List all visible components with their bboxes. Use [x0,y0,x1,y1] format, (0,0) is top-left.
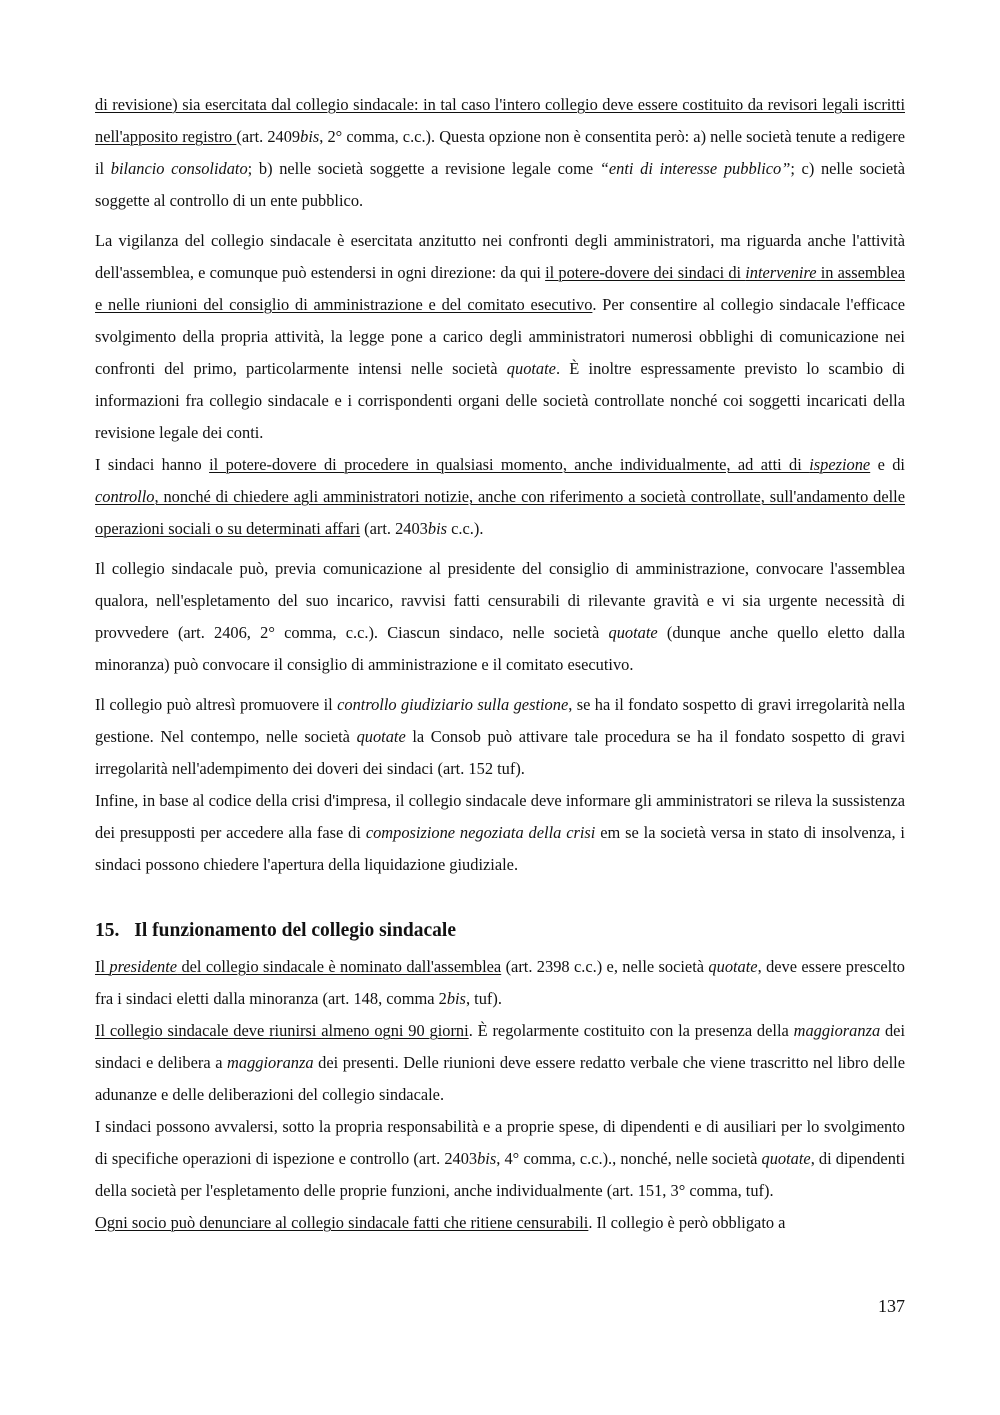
text-run: (art. 2398 c.c.) e, nelle società [501,957,709,976]
paragraph [95,785,905,881]
paragraph [95,89,905,217]
page-body [95,89,905,1239]
text-run: di revisione) sia esercitata dal collegio sindacale: in tal caso l'intero collegio deve essere costituito da revisori legali iscritti nell'apposito registro [95,95,905,146]
text-run: e di [870,455,905,474]
text-run: quotate [608,623,658,642]
text-run: I sindaci possono avvalersi, sotto la propria responsabilità e a proprie spese, di dipendenti e di ausiliari per lo svolgimento di specifiche operazioni di ispezione e controllo (art. 2403 [95,1117,905,1168]
paragraph [95,1015,905,1111]
text-run: composizione negoziata della crisi [365,823,596,842]
text-run: . È regolarmente costituito con la presenza della [468,1021,794,1040]
paragraph [95,1207,905,1239]
text-run: Il collegio sindacale deve riunirsi almeno ogni 90 giorni [95,1021,469,1040]
paragraphs-before-section [95,89,905,881]
text-run: “enti di interesse pubblico” [599,159,791,178]
text-run: quotate [761,1149,811,1168]
text-run: del collegio sindacale è nominato dall'assemblea [177,957,502,976]
paragraph [95,449,905,545]
text-run: la Consob può attivare tale procedura se ha il fondato sospetto di gravi irregolarità nell'adempimento dei doveri dei sindaci (art. 152 tuf). [95,727,905,778]
text-run: bilancio consolidato [110,159,248,178]
text-run: dei sindaci e delibera a [95,1021,905,1072]
text-run: , 2° comma, c.c.). Questa opzione non è consentita però: a) nelle società tenute a redigere il [95,127,905,178]
text-run: quotate [506,359,556,378]
text-run: quotate [356,727,406,746]
text-run: Ogni socio può denunciare al collegio sindacale fatti che ritiene censurabili [95,1213,589,1232]
text-run: Il collegio sindacale può, previa comunicazione al presidente del consiglio di amministrazione, convocare l'assemblea qualora, nell'espletamento del suo incarico, ravvisi fatti censurabili di rilevante gravità e vi sia urgente necessità di provvedere (art. 2406, 2° comma, c.c.). Ciascun sindaco, nelle società [95,559,905,642]
text-run: La vigilanza del collegio sindacale è esercitata anzitutto nei confronti degli amministratori, ma riguarda anche l'attività dell'assemblea, e comunque può estendersi in ogni direzione: da qui [95,231,905,282]
text-run: bis [446,989,466,1008]
text-run: maggioranza [227,1053,314,1072]
text-run: . Il collegio è però obbligato a [588,1213,786,1232]
section-heading [95,915,905,947]
text-run: bis [477,1149,497,1168]
text-run: , di dipendenti della società per l'espletamento delle proprie funzioni, anche individualmente (art. 151, 3° comma, tuf). [95,1149,905,1200]
section-number: 15. [95,920,120,941]
text-run: bis [300,127,320,146]
text-run: ; c) nelle società soggette al controllo di un ente pubblico. [95,159,905,210]
text-run: . Per consentire al collegio sindacale l'efficace svolgimento della propria attività, la legge pone a carico degli amministratori numerosi obblighi di comunicazione nei confronti del primo, particolarmente intensi nelle società [95,295,905,378]
text-run: , 4° comma, c.c.)., nonché, nelle società [496,1149,762,1168]
section-paragraphs [95,951,905,1239]
text-run: (art. 2409 [236,127,301,146]
text-run: dei presenti. Delle riunioni deve essere redatto verbale che viene trascritto nel libro delle adunanze e delle deliberazioni del collegio sindacale. [95,1053,905,1104]
text-run: , nonché di chiedere agli amministratori notizie, anche con riferimento a società controllate, sull'andamento delle operazioni sociali o su determinati affari [95,487,905,538]
text-run: in assemblea e nelle riunioni del consiglio di amministrazione e del comitato esecutivo [95,263,905,314]
text-run: c.c.). [447,519,484,538]
paragraph [95,951,905,1015]
text-run: Il [95,957,110,976]
text-run: (art. 2403 [360,519,428,538]
text-run: bis [427,519,448,538]
text-run: ; b) nelle società soggette a revisione legale come [247,159,600,178]
text-run: maggioranza [793,1021,881,1040]
text-run: ispezione [809,455,871,474]
text-run: (dunque anche quello eletto dalla minoranza) può convocare il consiglio di amministrazione e il comitato esecutivo. [95,623,905,674]
text-run: presidente [109,957,178,976]
paragraph [95,689,905,785]
text-run: , deve essere prescelto fra i sindaci eletti dalla minoranza (art. 148, comma 2 [95,957,905,1008]
paragraph [95,1111,905,1207]
page-number: 137 [878,1296,905,1316]
text-run: , tuf). [465,989,502,1008]
text-run: . È inoltre espressamente previsto lo scambio di informazioni fra collegio sindacale e i corrispondenti organi delle società controllate nonché coi soggetti incaricati della revisione legale dei conti. [95,359,905,442]
text-run: Il collegio può altresì promuovere il [95,695,338,714]
text-run: quotate [708,957,758,976]
text-run: controllo giudiziario sulla gestione [337,695,569,714]
text-run: il potere-dovere di procedere in qualsiasi momento, anche individualmente, ad atti di [209,455,810,474]
section-title: Il funzionamento del collegio sindacale [134,920,456,941]
text-run: intervenire [745,263,817,282]
text-run: Infine, in base al codice della crisi d'impresa, il collegio sindacale deve informare gli amministratori se rileva la sussistenza dei presupposti per accedere alla fase di [95,791,905,842]
text-run: I sindaci hanno [95,455,210,474]
paragraph [95,553,905,681]
text-run: controllo [95,487,155,506]
text-run: em se la società versa in stato di insolvenza, i sindaci possono chiedere l'apertura della liquidazione giudiziale. [95,823,905,874]
paragraph [95,225,905,449]
text-run: il potere-dovere dei sindaci di [545,263,746,282]
text-run: , se ha il fondato sospetto di gravi irregolarità nella gestione. Nel contempo, nelle società [95,695,905,746]
